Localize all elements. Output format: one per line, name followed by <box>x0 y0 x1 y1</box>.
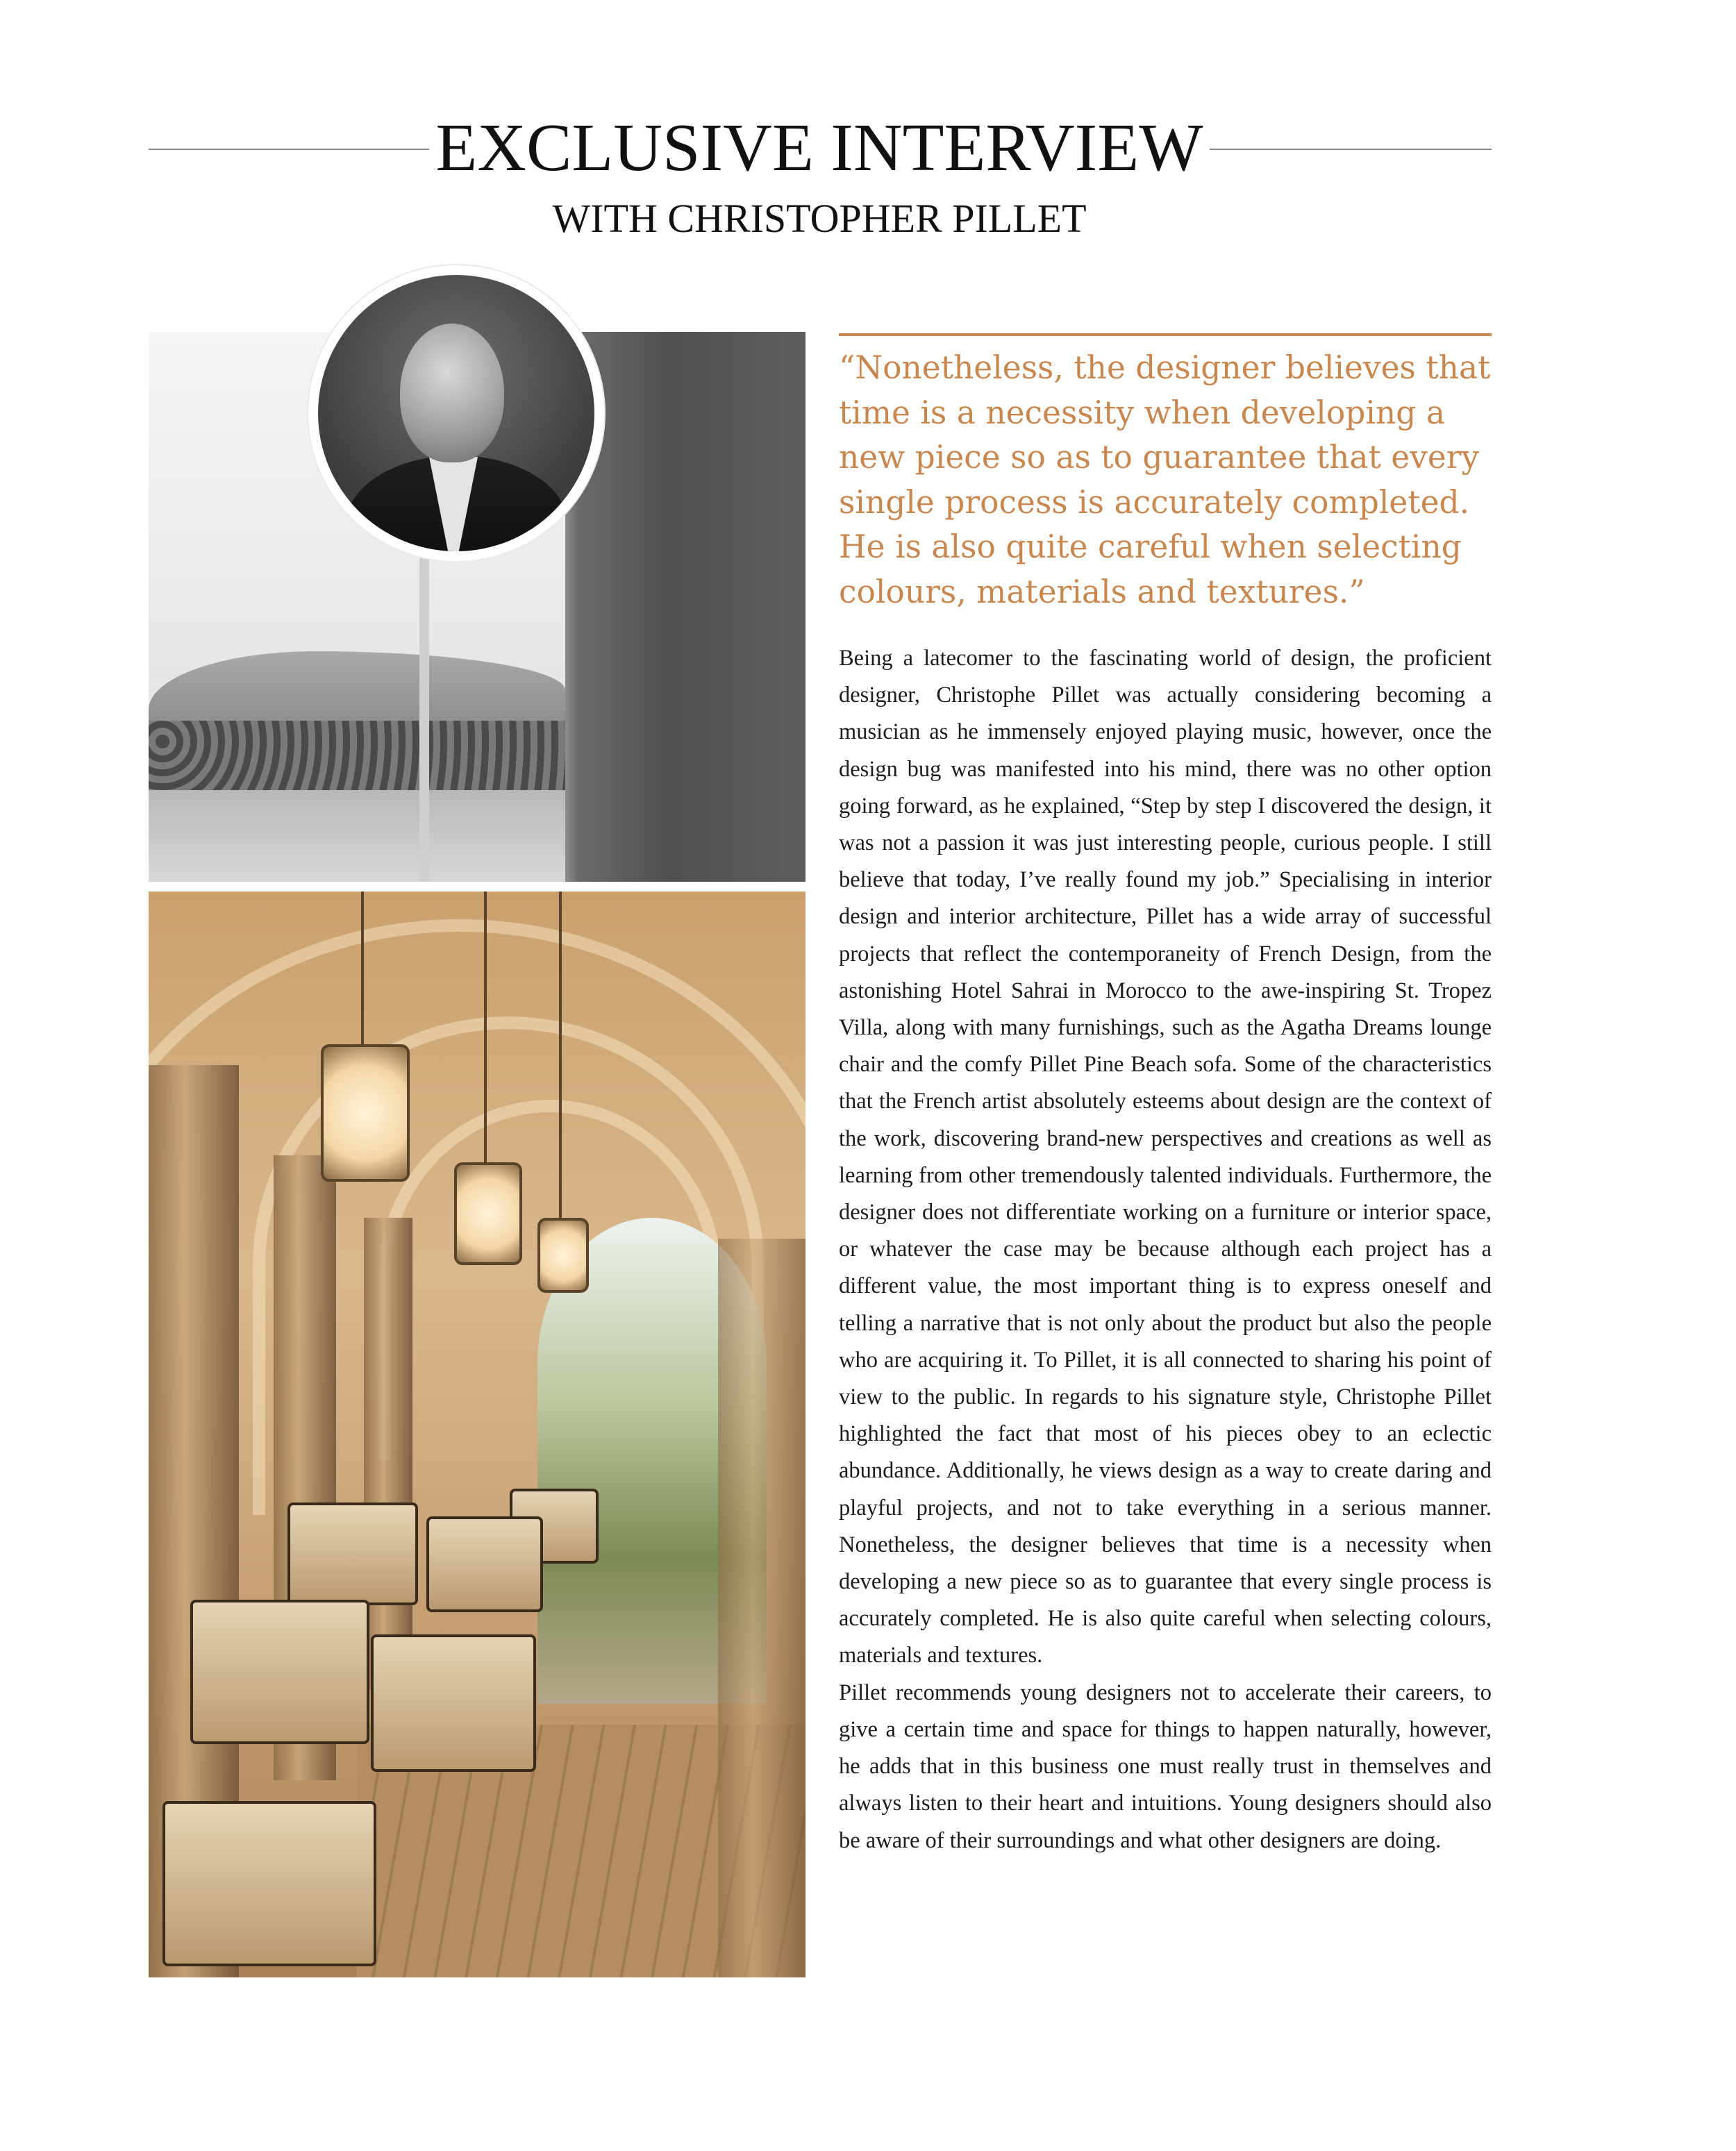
title-rule-right <box>1210 149 1492 150</box>
pull-quote: “Nonetheless, the designer believes that time is a necessity when developing a new piece so as to guarantee that every single process is accurately completed. He is also quite careful when selecting colours, materials and textures.” <box>839 349 1491 610</box>
page-subtitle: WITH CHRISTOPHER PILLET <box>552 196 1087 241</box>
article-paragraph: Pillet recommends young designers not to accelerate their careers, to give a certain time and space for things to happen naturally, however, he adds that in this business one must really trust in themselves and always listen to their heart and intuitions. Young designers should also be aware of their surroundings and what other designers are doing. <box>839 1680 1492 1853</box>
quote-rule <box>839 333 1492 336</box>
designer-portrait <box>308 265 604 561</box>
article-paragraph: Being a latecomer to the fascinating world of design, the proficient designer, Christophe Pillet was actually considering becoming a musician as he immensely enjoyed playing music, however, once the design bug was manifested into his mind, there was no other option going forward, as he explained, “Step by step I discovered the design, it was not a passion it was just interesting people, curious people. I still believe that today, I’ve really found my job.” Specialising in interior design and interior architecture, Pillet has a wide array of successful projects that reflect the contemporaneity of French Design, from the astonishing Hotel Sahrai in Morocco to the awe-inspiring St. Tropez Villa, along with many furnishings, such as the Agatha Dreams lounge chair and the comfy Pillet Pine Beach sofa. Some of the characteristics that the French artist absolutely esteems about design are the context of the work, discovering brand-new perspectives and creations as well as learning from other tremendously talented individuals. Furthermore, the designer does not differentiate working on a furniture or interior space, or whatever the case may be because although each project has a different value, the most important thing is to express oneself and telling a narrative that is not only about the product but also the people who are acquiring it. To Pillet, it is all connected to sharing his point of view to the public. In regards to his signature style, Christophe Pillet highlighted the fact that most of his pieces obey to an eclectic abundance. Additionally, he views design as a way to create daring and playful projects, and not to take everything in a serious manner. Nonetheless, the designer believes that time is a necessity when developing a new piece so as to guarantee that every single process is accurately completed. He is also quite careful when selecting colours, materials and textures. <box>839 646 1492 1668</box>
article-body <box>839 640 1492 1859</box>
page-title: EXCLUSIVE INTERVIEW <box>435 110 1203 185</box>
arcade-terrace-photo <box>149 892 806 1977</box>
